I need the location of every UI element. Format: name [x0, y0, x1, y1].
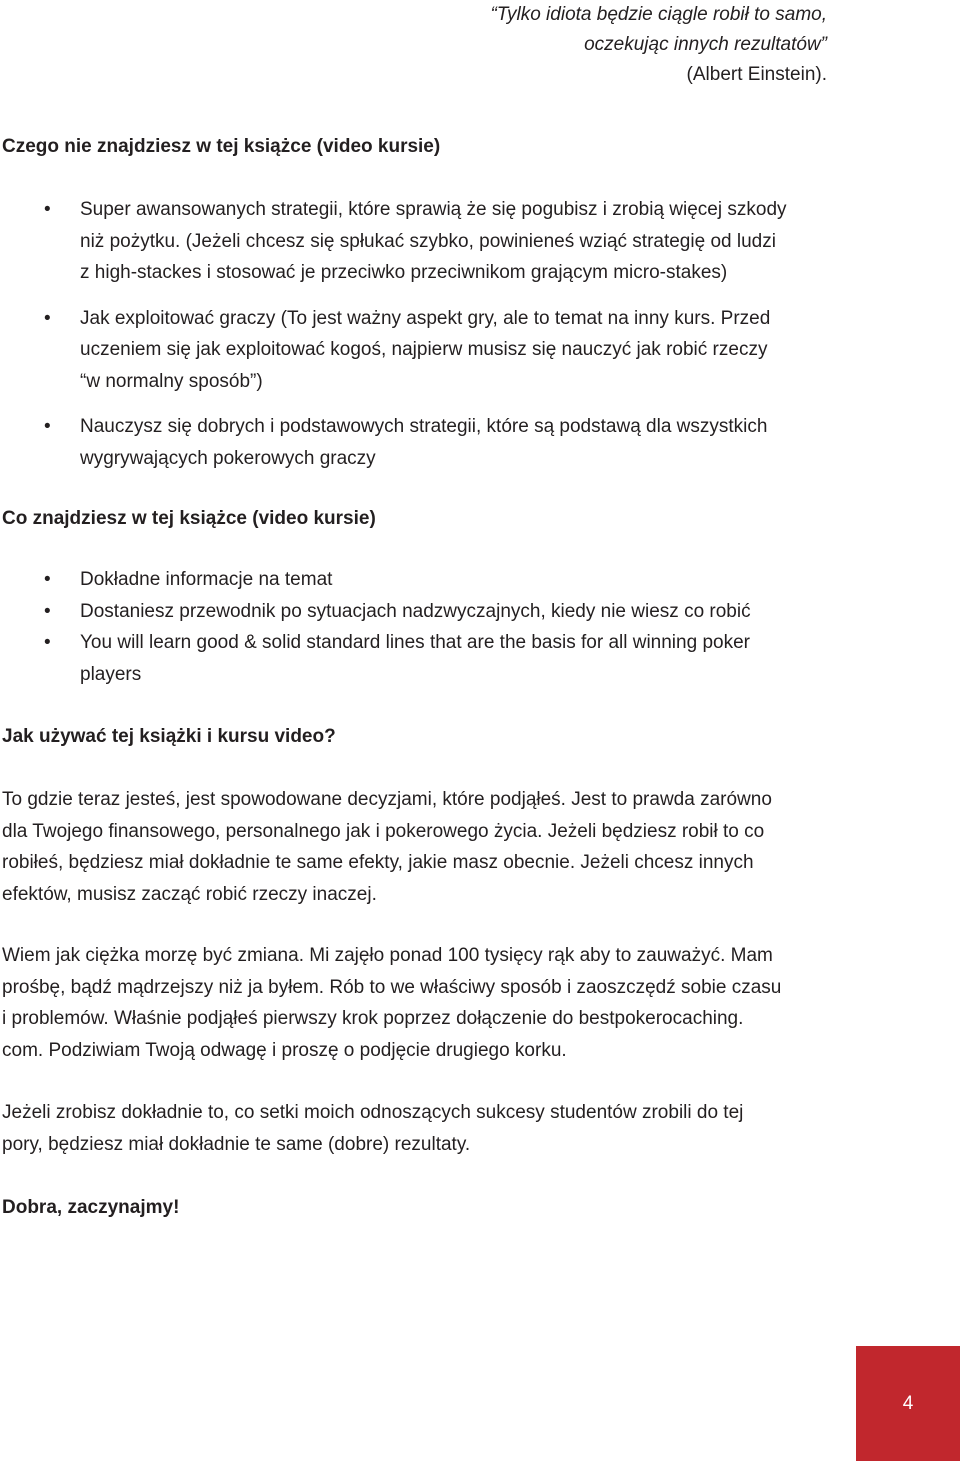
paragraph-line: Wiem jak ciężka morzę być zmiana. Mi zajęło ponad 100 tysięcy rąk aby to zauważyć. Mam	[2, 945, 773, 966]
paragraph-line: robiłeś, będziesz miał dokładnie te same efekty, jakie masz obecnie. Jeżeli chcesz innych	[2, 852, 754, 873]
bullet-icon: •	[44, 632, 51, 653]
closing-line: Dobra, zaczynajmy!	[2, 1197, 180, 1218]
paragraph-line: dla Twojego finansowego, personalnego jak i pokerowego życia. Jeżeli będziesz robił to co	[2, 820, 765, 842]
list-item	[0, 596, 840, 628]
paragraph	[2, 940, 842, 1066]
list-item-line: players	[80, 663, 142, 685]
list-item-line: Super awansowanych strategii, które sprawią że się pogubisz i zrobią więcej szkody	[80, 199, 787, 220]
list-item	[0, 564, 840, 596]
epigraph-quote	[490, 0, 827, 90]
list-item-line: You will learn good & solid standard lines that are the basis for all winning poker	[80, 632, 750, 653]
paragraph	[2, 784, 842, 910]
quote-author: (Albert Einstein).	[686, 64, 827, 85]
included-list	[0, 564, 840, 690]
quote-line-2: oczekując innych rezultatów”	[584, 34, 827, 55]
bullet-icon: •	[44, 199, 51, 220]
paragraph-line: prośbę, bądź mądrzejszy niż ja byłem. Rób to we właściwy sposób i zaoszczędź sobie czasu	[2, 976, 782, 998]
bullet-icon: •	[44, 307, 51, 329]
paragraph-line: com. Podziwiam Twoją odwagę i proszę o podjęcie drugiego korku.	[2, 1039, 567, 1061]
list-item-line: Jak exploitować graczy (To jest ważny aspekt gry, ale to temat na inny kurs. Przed	[80, 307, 771, 329]
list-item-line: wygrywających pokerowych graczy	[80, 447, 376, 469]
page-number-badge	[856, 1346, 960, 1461]
not-included-list	[0, 194, 840, 474]
list-item	[0, 627, 840, 690]
section-heading-included: Co znajdziesz w tej książce (video kursie)	[2, 508, 376, 529]
bullet-icon: •	[44, 600, 51, 622]
list-item	[0, 303, 840, 398]
bullet-icon: •	[44, 569, 51, 590]
paragraph-line: i problemów. Właśnie podjąłeś pierwszy krok poprzez dołączenie do bestpokerocaching.	[2, 1008, 744, 1029]
paragraph-line: Jeżeli zrobisz dokładnie to, co setki moich odnoszących sukcesy studentów zrobili do tej	[2, 1102, 744, 1123]
page-number: 4	[902, 1392, 914, 1414]
list-item-line: uczeniem się jak exploitować kogoś, najpierw musisz się nauczyć jak robić rzeczy	[80, 339, 768, 360]
list-item-line: z high-stackes i stosować je przeciwko przeciwnikom grającym micro-stakes)	[80, 262, 728, 283]
list-item	[0, 411, 840, 474]
list-item-line: niż pożytku. (Jeżeli chcesz się spłukać szybko, powinieneś wziąć strategię od ludzi	[80, 230, 776, 252]
paragraph-line: To gdzie teraz jesteś, jest spowodowane decyzjami, które podjąłeś. Jest to prawda zarówno	[2, 789, 772, 810]
paragraph-line: pory, będziesz miał dokładnie te same (dobre) rezultaty.	[2, 1133, 471, 1155]
section-heading-not-included: Czego nie znajdziesz w tej książce (video kursie)	[2, 136, 441, 157]
section-heading-how-to-use: Jak używać tej książki i kursu video?	[2, 726, 336, 747]
list-item-line: Nauczysz się dobrych i podstawowych strategii, które są podstawą dla wszystkich	[80, 416, 768, 437]
list-item	[0, 194, 840, 289]
bullet-icon: •	[44, 416, 51, 437]
paragraph-line: efektów, musisz zacząć robić rzeczy inaczej.	[2, 883, 377, 905]
paragraph	[2, 1097, 842, 1160]
list-item-line: “w normalny sposób”)	[80, 370, 263, 392]
list-item-line: Dokładne informacje na temat	[80, 569, 333, 590]
list-item-line: Dostaniesz przewodnik po sytuacjach nadzwyczajnych, kiedy nie wiesz co robić	[80, 600, 751, 622]
quote-line-1: “Tylko idiota będzie ciągle robił to samo,	[490, 4, 827, 25]
